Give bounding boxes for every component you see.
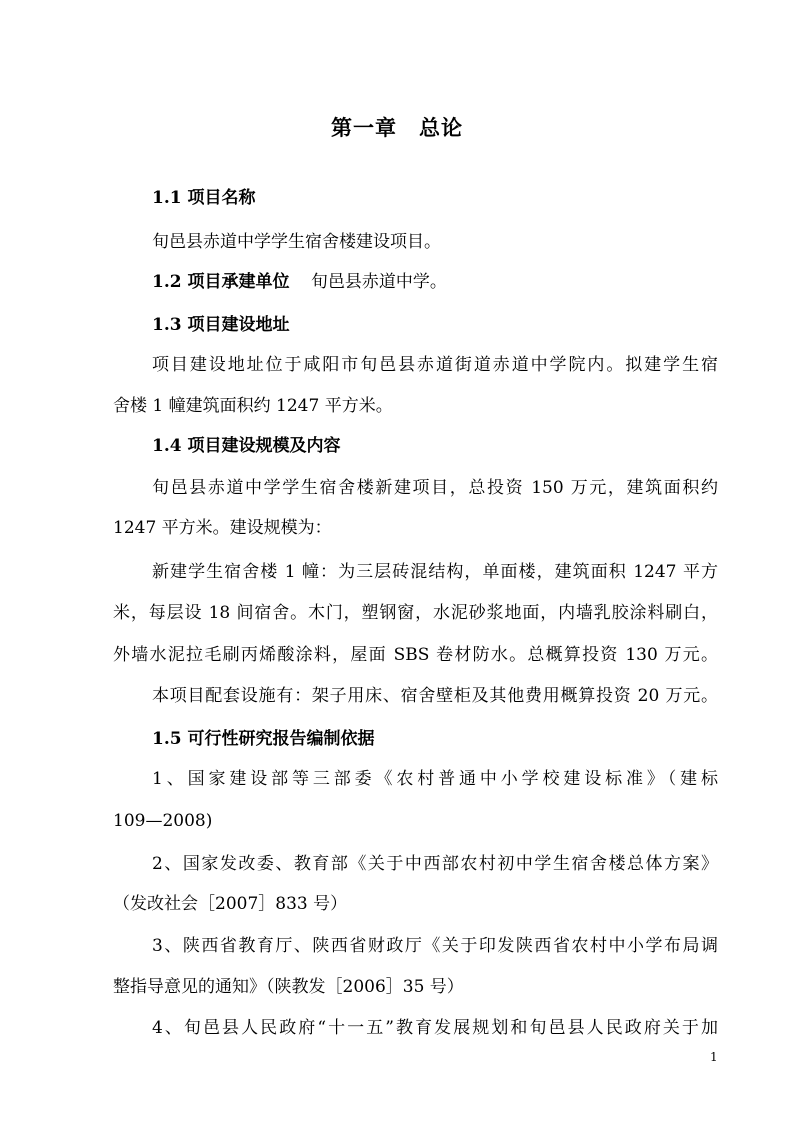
chapter-title: 第一章 总论 bbox=[331, 115, 463, 140]
paragraph-line: 舍楼 1 幢建筑面积约 1247 平方米。 bbox=[113, 396, 393, 416]
section-heading-1-2: 1.2 项目承建单位 bbox=[152, 272, 290, 292]
paragraph-line: 本项目配套设施有：架子用床、宿舍壁柜及其他费用概算投资 20 万元。 bbox=[152, 686, 718, 706]
section-heading-1-3: 1.3 项目建设地址 bbox=[152, 315, 290, 335]
section-heading-1-1: 1.1 项目名称 bbox=[152, 188, 256, 208]
paragraph-line: 外墙水泥拉毛刷丙烯酸涂料，屋面 SBS 卷材防水。总概算投资 130 万元。 bbox=[113, 645, 718, 665]
reference-item-line: 整指导意见的通知》（陕教发［2006］35 号） bbox=[113, 977, 464, 997]
paragraph-line: 1247 平方米。建设规模为： bbox=[113, 518, 332, 538]
reference-item-line: 2、国家发改委、教育部《关于中西部农村初中学生宿舍楼总体方案》 bbox=[152, 854, 718, 874]
reference-item-line: 4、旬邑县人民政府“十一五”教育发展规划和旬邑县人民政府关于加 bbox=[152, 1018, 718, 1038]
paragraph-line: 米，每层设 18 间宿舍。木门，塑钢窗，水泥砂浆地面，内墙乳胶涂料刷白， bbox=[113, 603, 718, 623]
section-text-1-1: 旬邑县赤道中学学生宿舍楼建设项目。 bbox=[152, 232, 441, 252]
reference-item-line: 3、陕西省教育厅、陕西省财政厅《关于印发陕西省农村中小学布局调 bbox=[152, 936, 718, 956]
section-text-1-2: 旬邑县赤道中学。 bbox=[310, 272, 447, 292]
paragraph-line: 项目建设地址位于咸阳市旬邑县赤道街道赤道中学院内。拟建学生宿 bbox=[152, 355, 718, 375]
section-heading-1-5: 1.5 可行性研究报告编制依据 bbox=[152, 729, 375, 749]
section-heading-1-4: 1.4 项目建设规模及内容 bbox=[152, 436, 341, 456]
paragraph-line: 旬邑县赤道中学学生宿舍楼新建项目，总投资 150 万元，建筑面积约 bbox=[152, 478, 718, 498]
reference-item-line: （发改社会［2007］833 号） bbox=[113, 894, 348, 914]
reference-item-line: 109—2008) bbox=[113, 811, 213, 831]
paragraph-line: 新建学生宿舍楼 1 幢：为三层砖混结构，单面楼，建筑面积 1247 平方 bbox=[152, 562, 718, 582]
reference-item-line: 1、国家建设部等三部委《农村普通中小学校建设标准》（建标 bbox=[152, 769, 718, 789]
section-row-1-2 bbox=[152, 270, 447, 294]
page-number: 1 bbox=[710, 1050, 718, 1064]
